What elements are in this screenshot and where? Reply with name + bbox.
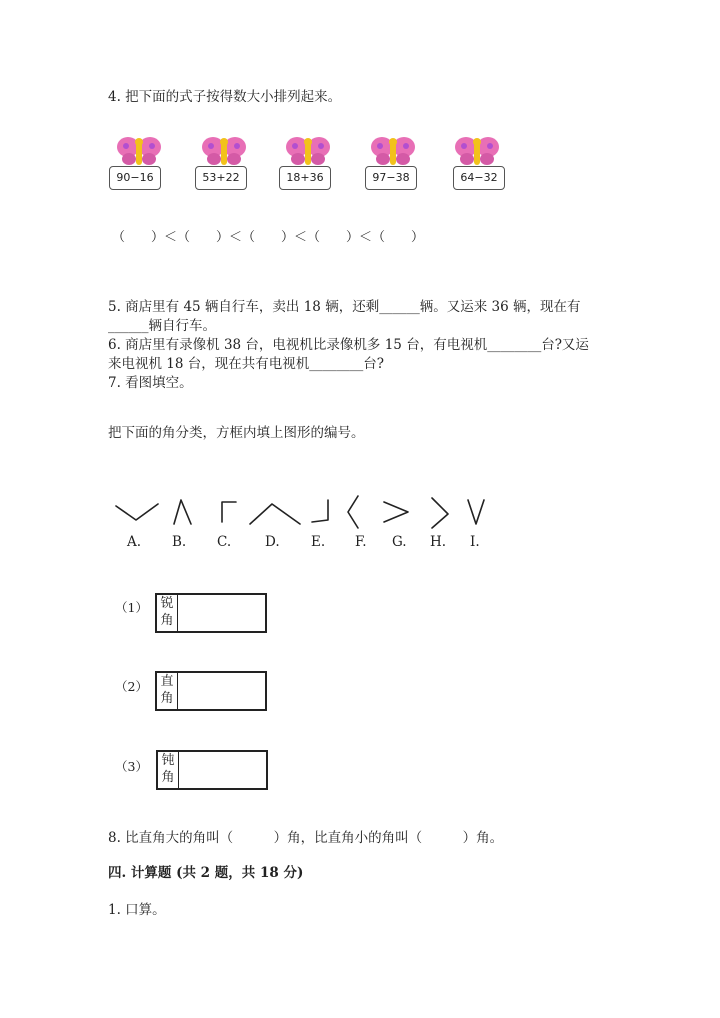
section-heading: 四. 计算题 (共 2 题，共 18 分) [108,865,304,881]
q5-line2: ______辆自行车。 [108,318,216,334]
angle-figures [108,492,498,532]
angle-d [250,504,300,524]
category-tag-right: 直角 [157,673,178,709]
angle-label-e: E. [311,534,326,550]
angle-f [348,496,358,528]
answer-box-acute[interactable] [155,593,267,633]
q6-line2: 来电视机 18 台，现在共有电视机________台? [108,356,384,372]
angle-g [384,502,408,522]
q4-title: 4. 把下面的式子按得数大小排列起来。 [108,89,342,105]
angle-label-b: B. [172,534,187,550]
category-tag-acute: 锐角 [157,595,178,631]
q5-line1: 5. 商店里有 45 辆自行车，卖出 18 辆，还剩______辆。又运来 36 辆，现在有 [108,299,581,315]
q8-text: 8. 比直角大的角叫（ ）角，比直角小的角叫（ ）角。 [108,830,504,846]
angle-b [174,500,191,524]
angle-c [222,502,236,522]
expression-box-3: 18+36 [279,166,331,190]
category-number-1: （1） [115,600,148,615]
expression-box-1: 90−16 [109,166,161,190]
category-number-3: （3） [115,759,148,774]
angle-i [468,500,484,524]
expression-box-5: 64−32 [453,166,505,190]
angle-label-g: G. [392,534,407,550]
q7-instruction: 把下面的角分类，方框内填上图形的编号。 [108,425,365,441]
expression-box-2: 53+22 [195,166,247,190]
answer-box-right[interactable] [155,671,267,711]
category-tag-obtuse: 钝角 [158,752,179,788]
angle-h [432,498,448,528]
angle-label-f: F. [355,534,367,550]
angle-a [116,504,158,520]
category-number-2: （2） [115,679,148,694]
butterfly-icon [452,136,502,166]
q6-line1: 6. 商店里有录像机 38 台，电视机比录像机多 15 台，有电视机________台?又运 [108,337,589,353]
q4-compare-row: （ ）＜（ ）＜（ ）＜（ ）＜（ ） [112,230,425,245]
angle-label-a: A. [127,534,142,550]
butterfly-icon [283,136,333,166]
q7-title: 7. 看图填空。 [108,375,193,391]
answer-box-obtuse[interactable] [156,750,268,790]
butterfly-icon [199,136,249,166]
butterfly-icon [114,136,164,166]
angle-e [312,500,328,522]
section4-q1: 1. 口算。 [108,902,166,918]
expression-box-4: 97−38 [365,166,417,190]
angle-label-c: C. [217,534,232,550]
angle-label-d: D. [265,534,280,550]
butterfly-icon [368,136,418,166]
angle-label-i: I. [470,534,480,550]
angle-label-h: H. [430,534,447,550]
